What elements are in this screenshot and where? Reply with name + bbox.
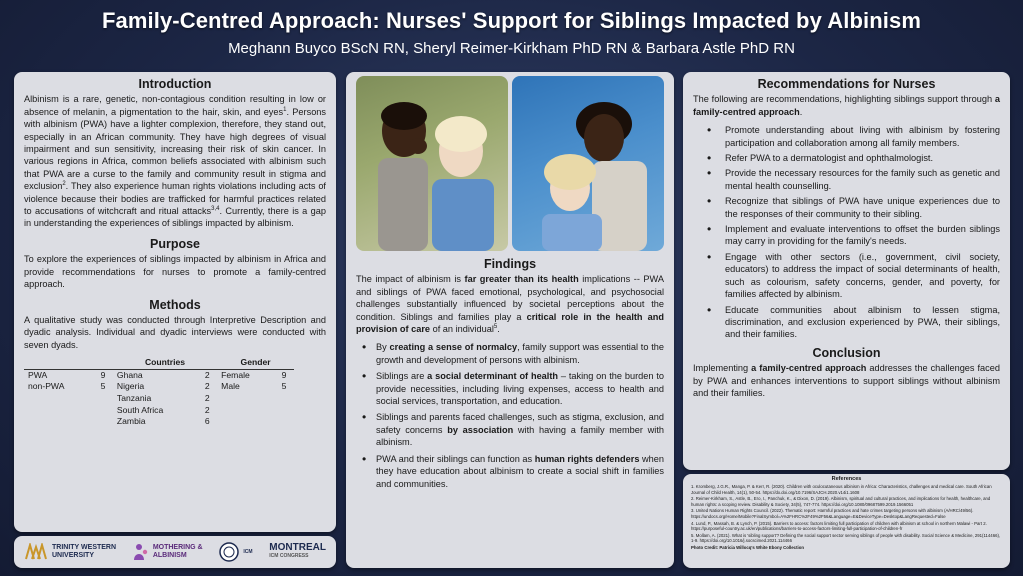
siblings-photo-1-illustration xyxy=(356,76,508,251)
intro-sup-2: 2 xyxy=(62,181,66,188)
findings-intro-d: . xyxy=(497,324,500,335)
table-cell-group: PWA xyxy=(24,369,93,381)
introduction-text xyxy=(24,93,326,229)
table-header-blank xyxy=(93,357,113,369)
finding-1-text-b: , family support was essential to the growth and development of persons with albinism. xyxy=(376,342,664,365)
icm-seal-icon xyxy=(219,542,239,562)
list-item: • Provide the necessary resources for the family such as genetic and mental health counselling. xyxy=(693,167,1000,192)
siblings-photo-1 xyxy=(356,76,508,251)
table-cell-n xyxy=(93,405,113,417)
table-header-gender: Gender xyxy=(217,357,294,369)
table-cell-gender-n xyxy=(274,393,294,405)
finding-3-bold: by association xyxy=(447,424,514,435)
table-cell-country-n: 2 xyxy=(204,381,210,392)
right-panel xyxy=(683,72,1010,470)
list-item: • Refer PWA to a dermatologist and ophthalmologist. xyxy=(693,152,1000,164)
table-cell-country: Ghana xyxy=(116,369,143,380)
findings-intro-bold-1: far greater than its health xyxy=(464,274,579,285)
intro-text-d: . Currently, there is a gap in understanding the experiences of siblings impacted by albinism. xyxy=(24,206,326,229)
recommendations-intro-a: The following are recommendations, highlighting siblings support through xyxy=(693,94,995,105)
conclusion-bold: a family-centred approach xyxy=(751,363,867,374)
mothering-logo-line1: MOTHERING & xyxy=(152,544,203,551)
table-cell-gender-n xyxy=(274,416,294,428)
references-panel xyxy=(683,474,1010,568)
middle-panel xyxy=(346,72,674,568)
table-cell-country: Zambia xyxy=(116,416,146,427)
table-cell-n xyxy=(93,416,113,428)
methods-text: A qualitative study was conducted through Interpretive Description and dyadic analysis. Individual and dyadic interviews were conducted with seven dyads. xyxy=(24,314,326,350)
list-item: • Promote understanding about living with albinism by fostering participation and collaboration among all family members. xyxy=(693,124,1000,149)
poster-title: Family-Centred Approach: Nurses' Support for Siblings Impacted by Albinism xyxy=(102,8,921,33)
table-cell-country-n: 2 xyxy=(204,404,210,415)
table-cell-group xyxy=(24,393,93,405)
table-header-row xyxy=(24,357,294,369)
poster-authors: Meghann Buyco BScN RN, Sheryl Reimer-Kirkham PhD RN & Barbara Astle PhD RN xyxy=(228,40,795,57)
recommendations-list xyxy=(693,124,1000,341)
table-cell-country-n: 2 xyxy=(204,392,210,403)
findings-intro-b: implications -- PWA and siblings of PWA faced emotional, psychological, and psychosocial challenges substantially influenced by societal perceptions about the condition. Siblings and families play a xyxy=(356,274,665,322)
table-row xyxy=(24,393,294,405)
table-cell-gender xyxy=(217,393,274,405)
introduction-heading: Introduction xyxy=(138,77,212,91)
logos-bar xyxy=(14,536,336,568)
findings-intro-bold-2: critical role in the health and provision of care xyxy=(356,311,664,335)
table-cell-country: South Africa xyxy=(116,404,164,415)
reference-item: 2. Reimer-Kirkham, S., Astle, B., Ero, I., Panchuk, K., & Dixon, D. (2019). Albinism, spiritual and cultural practices, and implications for health, healthcare, and human rights: a scoping review. Disability & Society, 34(5), 747-774. https://doi.org/10.1080/09687599.2019.1566051 xyxy=(691,496,991,507)
list-item xyxy=(356,341,664,366)
recommendations-heading: Recommendations for Nurses xyxy=(757,77,936,91)
conclusion-text-a: Implementing xyxy=(693,363,752,374)
twu-logo-line2: UNIVERSITY xyxy=(52,552,95,559)
mothering-albinism-logo xyxy=(133,543,203,561)
list-item: • Engage with other sectors (i.e., government, civil society, educators) to address the impact of social determinants of health, such as colourism, safety concerns, gender, and poverty, for families affected by albinism. xyxy=(693,251,1000,301)
list-item: • Implement and evaluate interventions to offset the burden siblings may carry in providing for the family's needs. xyxy=(693,223,1000,248)
siblings-photo-2-illustration xyxy=(512,76,664,251)
mothering-logo-line2: ALBINISM xyxy=(152,552,187,559)
photo-credit: Photo Credit: Patricia Willocq's White Ebony Collection xyxy=(691,544,804,550)
table-row xyxy=(24,416,294,428)
findings-intro-c: of an individual xyxy=(430,324,494,335)
finding-2-text-a: Siblings are xyxy=(376,371,428,382)
table-cell-gender: Male xyxy=(221,381,240,392)
conclusion-text-b: addresses the challenges faced by PWA and enhances interventions to support siblings without albinism and their families. xyxy=(693,363,1000,398)
intro-sup-1: 1 xyxy=(283,106,287,113)
conclusion-text xyxy=(693,362,1000,399)
table-row xyxy=(24,369,294,381)
left-panel xyxy=(14,72,336,532)
finding-1-text-a: By xyxy=(376,342,390,353)
intro-text-c: . They also experience human rights violations including acts of violence because their bodies are trafficked for harmful practices related to accusations of witchcraft and ritual attacks xyxy=(24,181,326,217)
reference-item: 1. Kromberg, J.G.R., Manga, P. & Kerr, R. (2020). Children with oculocutaneous albinism in Africa: Characteristics, challenges and medical care. South African Journal of Child Health, 14(1), 50-54. https://dx.doi.org/10.7196/SAJCH.2020.v14i1.1608 xyxy=(691,484,992,495)
reference-item: 4. Lund, P., Massah, B. & Lynch, P. (2015). Barriers to access: factors limiting full participation of children with albinism at school in northern Malawi - Part 2. https://purposeful-country.ac.uk/en/publications/barriers-to-access-factors-limiting-full-participation-of-children-fr xyxy=(691,520,987,531)
table-cell-country-n: 2 xyxy=(204,369,210,380)
table-row xyxy=(24,405,294,417)
finding-1-bold: creating a sense of normalcy xyxy=(389,342,518,353)
finding-2-bold: a social determinant of health xyxy=(427,371,559,382)
finding-3-text-b: with having a family member with albinism. xyxy=(376,424,664,448)
recommendations-intro-bold: a family-centred approach xyxy=(693,94,1000,117)
list-item: • Recognize that siblings of PWA have unique experiences due to the responses of their community to their sibling. xyxy=(693,195,1000,220)
list-item xyxy=(356,453,664,490)
table-cell-group xyxy=(24,405,93,417)
recommendations-intro xyxy=(693,93,1000,118)
findings-intro-sup: 5 xyxy=(493,323,498,330)
table-cell-country: Tanzania xyxy=(116,392,152,403)
twu-logo xyxy=(24,543,116,561)
intro-text-a: Albinism is a rare, genetic, non-contagious condition resulting in low or absence of melanin, a pigmentation to the hair, skin, and eyes xyxy=(24,94,326,117)
finding-4-bold: human rights defenders xyxy=(534,453,640,464)
table-cell-country: Nigeria xyxy=(116,381,145,392)
methods-heading: Methods xyxy=(149,297,201,312)
purpose-heading: Purpose xyxy=(149,236,200,251)
finding-4-text-b: when they have education about albinism to create a social shift in families and communities. xyxy=(376,453,664,489)
icm-logo xyxy=(219,542,252,562)
demographics-table xyxy=(24,357,294,428)
table-cell-gender-n: 9 xyxy=(281,369,287,380)
table-header-countries: Countries xyxy=(113,357,217,369)
list-item xyxy=(356,411,664,448)
table-cell-gender-n xyxy=(274,405,294,417)
photo-row xyxy=(356,72,664,254)
montreal-logo-title: MONTREAL xyxy=(269,542,326,553)
finding-4-text-a: PWA and their siblings can function as xyxy=(376,453,535,464)
table-cell-n xyxy=(93,393,113,405)
reference-item: 5. Mollam, A. (2021). What is 'sibling support'? Defining the social support sector serving siblings of people with disability. Social Science & Medicine, 291(114466), 1-9. https://doi.org/10.1016/j.socscimed.2021.114466 xyxy=(691,532,1001,543)
table-cell-gender-n: 5 xyxy=(281,381,287,392)
references-heading: References xyxy=(831,476,862,482)
montreal-logo xyxy=(269,543,326,561)
finding-2-text-b: – taking on the burden to provide necessities, including living expenses, access to health and social services, transportation, and education. xyxy=(376,371,664,407)
table-cell-gender xyxy=(217,405,274,417)
finding-3-text-a: Siblings and parents faced challenges, such as stigma, exclusion, and safety concerns xyxy=(376,412,664,435)
conclusion-heading: Conclusion xyxy=(812,345,881,360)
list-item xyxy=(356,370,664,407)
icm-logo-text: ICM xyxy=(243,548,253,555)
siblings-photo-2 xyxy=(512,76,664,251)
list-item: • Educate communities about albinism to lessen stigma, discrimination, and exclusion experienced by PWA, their siblings, and their families. xyxy=(693,304,1000,341)
mother-child-icon xyxy=(133,543,149,561)
intro-text-b: . Persons with albinism (PWA) have a lighter complexion, therefore, they stand out, especially in an African community. They have high degrees of visual impairment and sun sensitivity, increasing their risk of skin cancer. In various regions in Africa, common beliefs associated with albinism such that PWA are a curse to the family and community result in stigma and exclusion xyxy=(24,106,327,192)
table-cell-n: 5 xyxy=(100,381,106,392)
findings-heading: Findings xyxy=(483,257,537,271)
purpose-text: To explore the experiences of siblings impacted by albinism in Africa and provide recommendations for nurses to promote a family-centred approach. xyxy=(24,254,326,290)
table-cell-gender: Female xyxy=(221,369,250,380)
table-row xyxy=(24,381,294,393)
table-cell-group: non-PWA xyxy=(28,381,65,392)
reference-item: 3. United Nations Human Rights Council. (2022). Thematic report: Harmful practices and hate crimes targeting persons with albinism (A/HRC/49/56). https://undocs.org/Home/Mobile?FinalSymbol=A%2FHRC%2F49%2F56&Language=E&DeviceType=Desktop&LangRequested=False xyxy=(691,508,974,519)
findings-intro-a: The impact of albinism is xyxy=(356,274,465,285)
table-cell-group xyxy=(24,416,93,428)
findings-intro xyxy=(356,273,664,335)
twu-crest-icon xyxy=(24,543,48,561)
recommendations-intro-b: . xyxy=(799,106,803,117)
table-cell-country-n: 6 xyxy=(204,416,210,427)
twu-logo-line1: TRINITY WESTERN xyxy=(52,544,117,551)
table-header-blank xyxy=(24,357,93,369)
table-cell-n: 9 xyxy=(93,369,113,381)
montreal-logo-sub: ICM CONGRESS xyxy=(269,553,309,559)
findings-list xyxy=(356,341,664,489)
intro-sup-3: 3,4 xyxy=(211,206,220,212)
table-cell-gender xyxy=(217,416,274,428)
